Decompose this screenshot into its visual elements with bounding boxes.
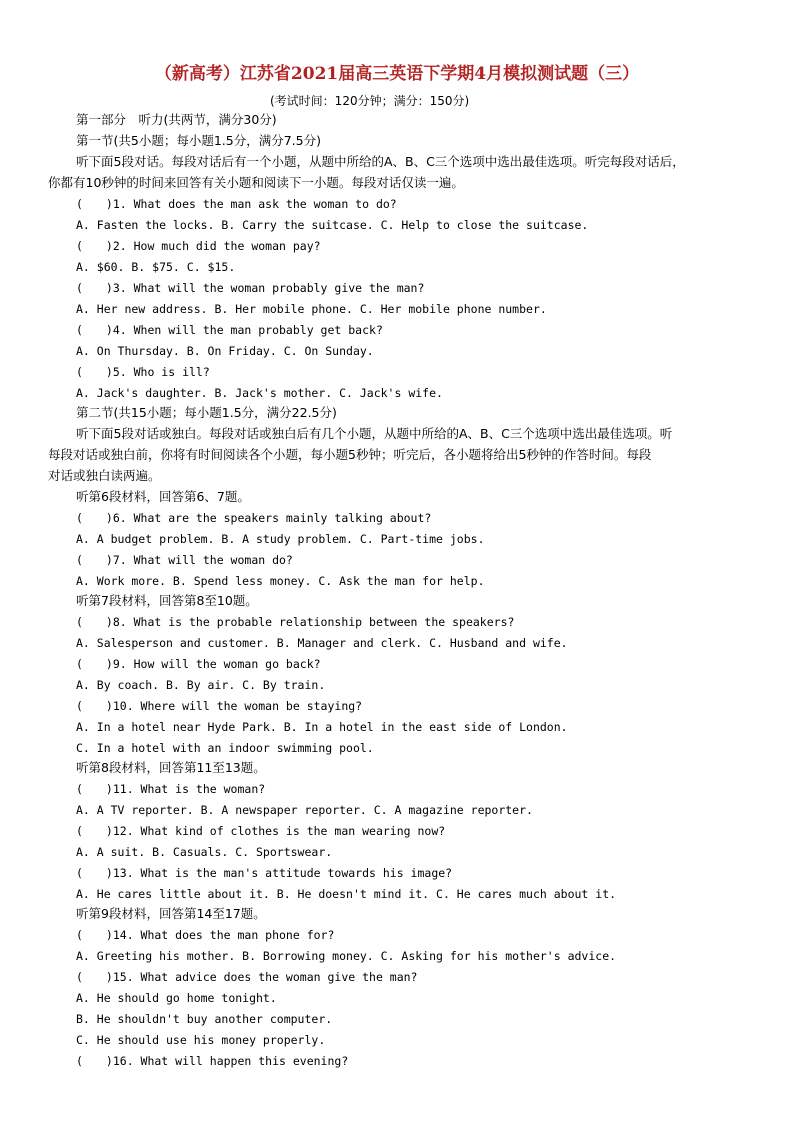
subsection-heading: 第二节(共15小题；每小题1.5分，满分22.5分) bbox=[76, 405, 337, 420]
document-title: （新高考）江苏省2021届高三英语下学期4月模拟测试题（三） bbox=[154, 64, 640, 84]
question-item: ( )15. What advice does the woman give the man? bbox=[76, 970, 418, 984]
question-item: ( )12. What kind of clothes is the man wearing now? bbox=[76, 824, 446, 838]
answer-options: A. A suit. B. Casuals. C. Sportswear. bbox=[76, 845, 333, 859]
question-item: ( )10. Where will the woman be staying? bbox=[76, 699, 363, 713]
question-item: ( )6. What are the speakers mainly talking about? bbox=[76, 511, 432, 525]
section-heading: 第一部分 听力(共两节，满分30分) bbox=[76, 112, 277, 127]
answer-options: A. A budget problem. B. A study problem. C. Part-time jobs. bbox=[76, 532, 485, 546]
answer-options: A. Fasten the locks. B. Carry the suitcase. C. Help to close the suitcase. bbox=[76, 218, 589, 232]
question-item: ( )1. What does the man ask the woman to do? bbox=[76, 197, 397, 211]
material-heading: 听第6段材料，回答第6、7题。 bbox=[76, 489, 250, 504]
instruction-text: 对话或独白读两遍。 bbox=[48, 468, 161, 483]
answer-options: B. He shouldn't buy another computer. bbox=[76, 1012, 333, 1026]
question-item: ( )11. What is the woman? bbox=[76, 782, 266, 796]
answer-options: A. $60. B. $75. C. $15. bbox=[76, 260, 236, 274]
answer-options: A. He cares little about it. B. He doesn't mind it. C. He cares much about it. bbox=[76, 887, 617, 901]
exam-info: (考试时间：120分钟；满分：150分) bbox=[270, 94, 470, 108]
answer-options: A. Her new address. B. Her mobile phone. C. Her mobile phone number. bbox=[76, 302, 547, 316]
instruction-text: 听下面5段对话或独白。每段对话或独白后有几个小题，从题中所给的A、B、C三个选项中选出最佳选项。听 bbox=[76, 426, 673, 441]
answer-options: A. By coach. B. By air. C. By train. bbox=[76, 678, 326, 692]
question-item: ( )2. How much did the woman pay? bbox=[76, 239, 321, 253]
subsection-heading: 第一节(共5小题；每小题1.5分，满分7.5分) bbox=[76, 133, 321, 148]
answer-options: A. Jack's daughter. B. Jack's mother. C. Jack's wife. bbox=[76, 386, 443, 400]
question-item: ( )14. What does the man phone for? bbox=[76, 928, 335, 942]
instruction-text: 你都有10秒钟的时间来回答有关小题和阅读下一小题。每段对话仅读一遍。 bbox=[48, 175, 464, 190]
answer-options: C. He should use his money properly. bbox=[76, 1033, 326, 1047]
material-heading: 听第9段材料，回答第14至17题。 bbox=[76, 906, 266, 921]
answer-options: A. In a hotel near Hyde Park. B. In a hotel in the east side of London. bbox=[76, 720, 568, 734]
answer-options: C. In a hotel with an indoor swimming pool. bbox=[76, 741, 374, 755]
instruction-text: 每段对话或独白前，你将有时间阅读各个小题，每小题5秒钟；听完后，各小题将给出5秒钟的作答时间。每段 bbox=[48, 447, 652, 462]
question-item: ( )5. Who is ill? bbox=[76, 365, 210, 379]
question-item: ( )7. What will the woman do? bbox=[76, 553, 293, 567]
answer-options: A. A TV reporter. B. A newspaper reporter. C. A magazine reporter. bbox=[76, 803, 533, 817]
answer-options: A. He should go home tonight. bbox=[76, 991, 277, 1005]
answer-options: A. Greeting his mother. B. Borrowing money. C. Asking for his mother's advice. bbox=[76, 949, 617, 963]
question-item: ( )3. What will the woman probably give the man? bbox=[76, 281, 425, 295]
instruction-text: 听下面5段对话。每段对话后有一个小题，从题中所给的A、B、C三个选项中选出最佳选项。听完每段对话后， bbox=[76, 154, 685, 169]
question-item: ( )13. What is the man's attitude towards his image? bbox=[76, 866, 453, 880]
material-heading: 听第7段材料，回答第8至10题。 bbox=[76, 593, 258, 608]
question-item: ( )8. What is the probable relationship between the speakers? bbox=[76, 615, 515, 629]
answer-options: A. Salesperson and customer. B. Manager and clerk. C. Husband and wife. bbox=[76, 636, 568, 650]
question-item: ( )16. What will happen this evening? bbox=[76, 1054, 349, 1068]
material-heading: 听第8段材料，回答第11至13题。 bbox=[76, 760, 266, 775]
answer-options: A. Work more. B. Spend less money. C. Ask the man for help. bbox=[76, 574, 485, 588]
question-item: ( )9. How will the woman go back? bbox=[76, 657, 321, 671]
question-item: ( )4. When will the man probably get back? bbox=[76, 323, 383, 337]
answer-options: A. On Thursday. B. On Friday. C. On Sunday. bbox=[76, 344, 374, 358]
